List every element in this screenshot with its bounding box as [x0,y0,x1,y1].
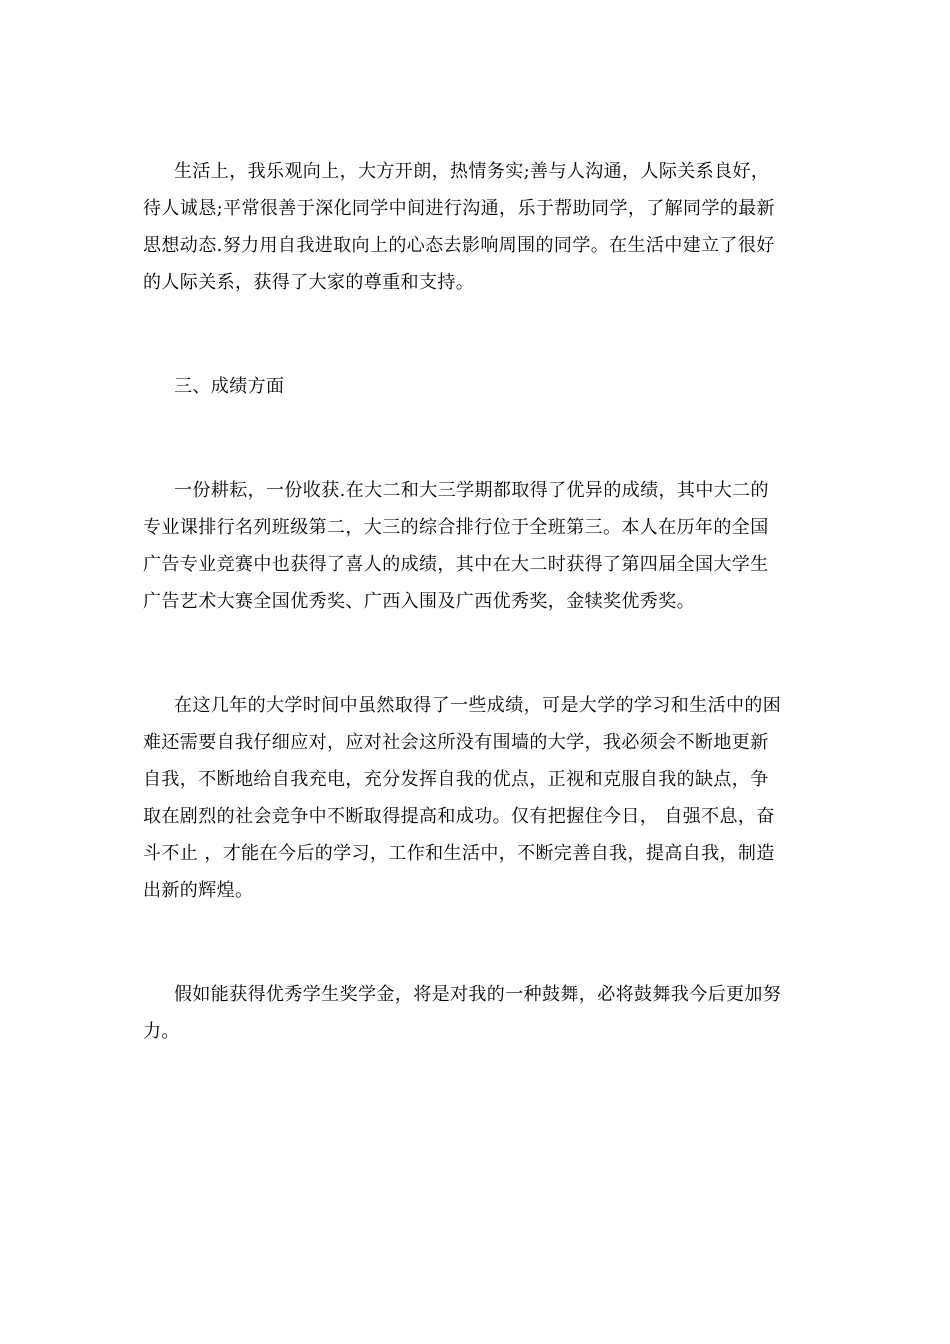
paragraph-line: 生活上，我乐观向上，大方开朗，热情务实;善与人沟通，人际关系良好， [174,161,770,182]
section-heading: 三、成绩方面 [174,376,285,397]
paragraph-line: 广告专业竞赛中也获得了喜人的成绩，其中在大二时获得了第四届全国大学生 [143,554,769,575]
paragraph-line: 难还需要自我仔细应对，应对社会这所没有围墙的大学，我必须会不断地更新 [143,732,769,753]
paragraph-line: 自我，不断地给自我充电，充分发挥自我的优点，正视和克服自我的缺点，争 [143,769,769,790]
paragraph-line: 待人诚恳;平常很善于深化同学中间进行沟通，乐于帮助同学，了解同学的最新 [143,198,776,219]
paragraph-line: 在这几年的大学时间中虽然取得了一些成绩，可是大学的学习和生活中的困 [174,695,782,716]
paragraph-line: 斗不止 ，才能在今后的学习，工作和生活中，不断完善自我，提高自我，制造 [143,843,775,864]
paragraph-line: 假如能获得优秀学生奖学金，将是对我的一种鼓舞，必将鼓舞我今后更加努 [174,984,782,1005]
paragraph-line: 的人际关系，获得了大家的尊重和支持。 [143,272,475,293]
paragraph-line: 出新的辉煌。 [143,880,254,901]
paragraph-line: 力。 [143,1021,180,1042]
paragraph-line: 取在剧烈的社会竞争中不断取得提高和成功。仅有把握住今日， 自强不息，奋 [143,806,775,827]
paragraph-line: 一份耕耘，一份收获.在大二和大三学期都取得了优异的成绩，其中大二的 [174,480,769,501]
paragraph-line: 专业课排行名列班级第二，大三的综合排行位于全班第三。本人在历年的全国 [143,517,769,538]
paragraph-line: 广告艺术大赛全国优秀奖、广西入围及广西优秀奖，金犊奖优秀奖。 [143,591,695,612]
paragraph-line: 思想动态.努力用自我进取向上的心态去影响周围的同学。在生活中建立了很好 [143,235,775,256]
